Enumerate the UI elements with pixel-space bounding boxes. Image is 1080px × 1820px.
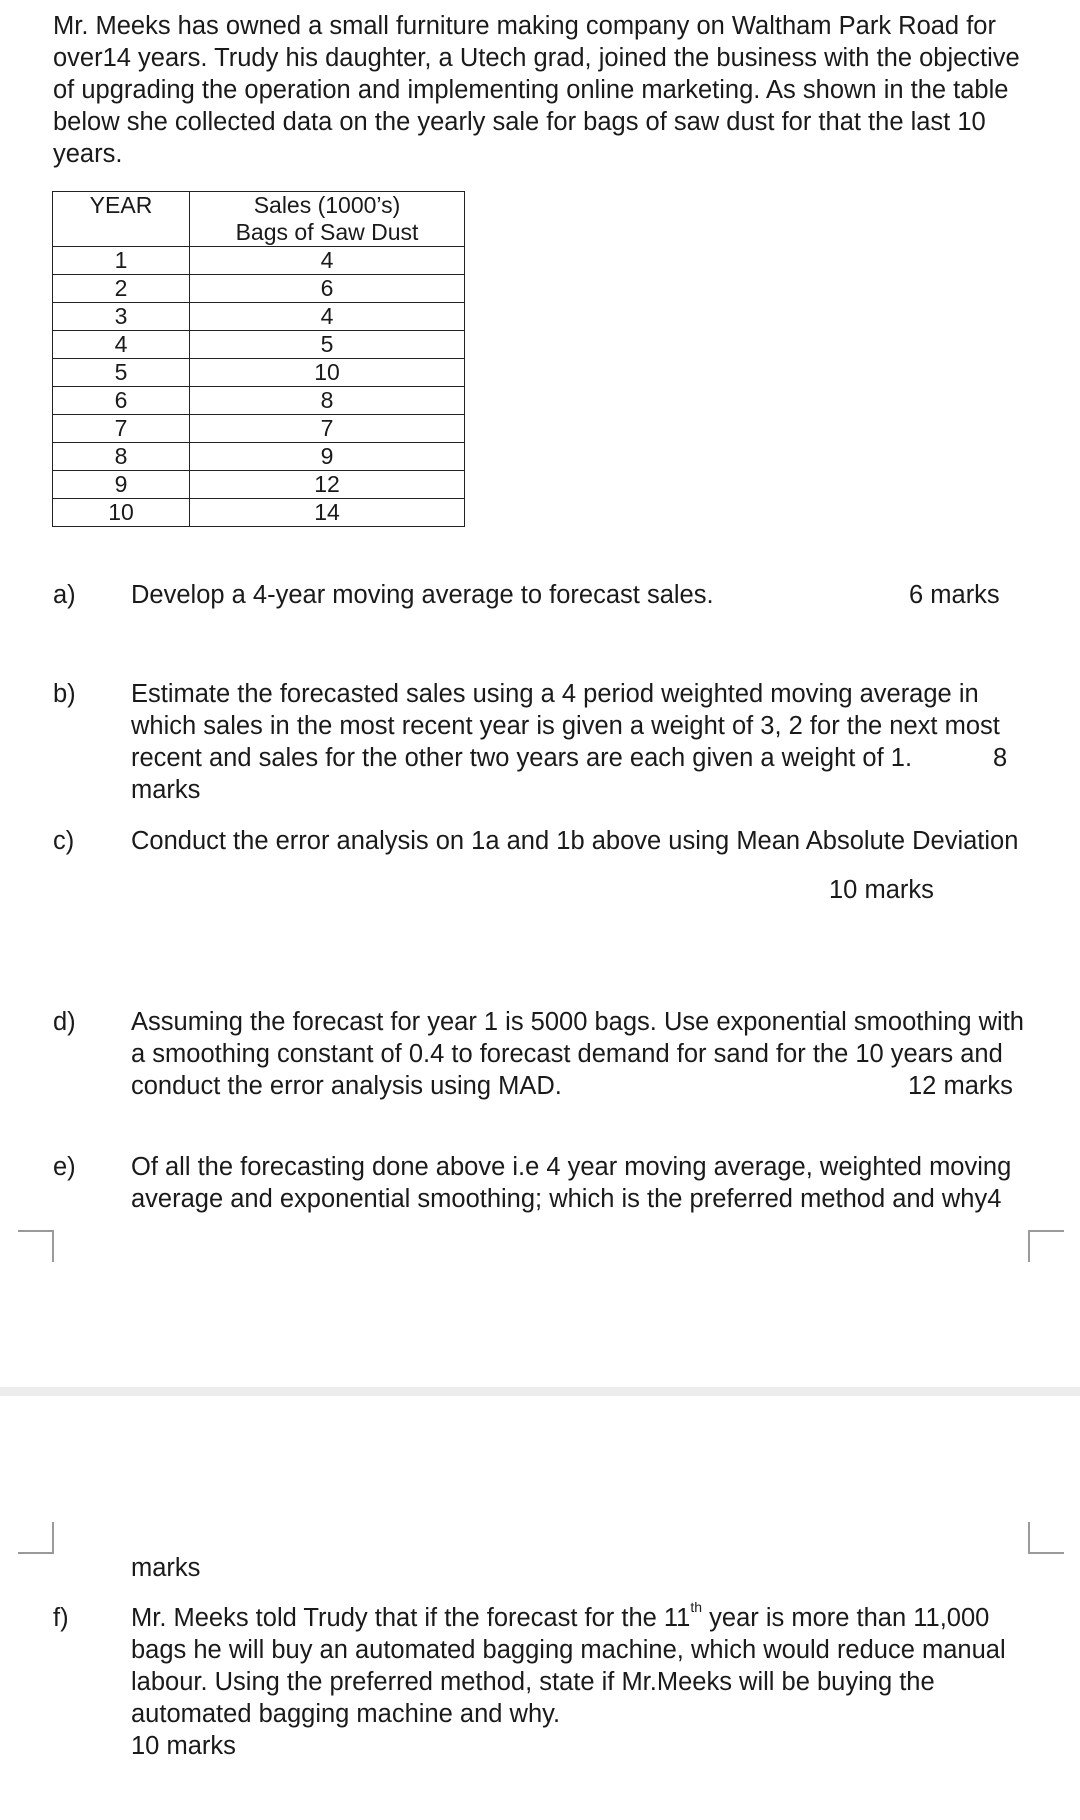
year-cell: 2: [53, 275, 190, 303]
question-e-line1: Of all the forecasting done above i.e 4 year moving average, weighted moving: [131, 1153, 1012, 1181]
question-f-line1-post: year is more than 11,000: [702, 1604, 990, 1632]
question-c-text: Conduct the error analysis on 1a and 1b above using Mean Absolute Deviation: [131, 827, 1019, 855]
year-cell: 1: [53, 247, 190, 275]
sales-cell: 12: [190, 471, 465, 499]
table-header-row: [53, 192, 465, 247]
page-corner-mark-bottom-left: [18, 1522, 54, 1554]
page-corner-mark-top-right: [1028, 1230, 1064, 1262]
page-break-separator: [0, 1387, 1080, 1396]
year-cell: 8: [53, 443, 190, 471]
year-cell: 5: [53, 359, 190, 387]
question-d-marks: 12 marks: [908, 1072, 1013, 1100]
sales-cell: 4: [190, 247, 465, 275]
page-corner-mark-bottom-right: [1028, 1522, 1064, 1554]
question-b-line3: recent and sales for the other two years are each given a weight of 1.: [131, 744, 913, 772]
question-b-line2: which sales in the most recent year is given a weight of 3, 2 for the next most: [131, 712, 1000, 740]
question-f-label: f): [53, 1604, 69, 1632]
question-c-marks: 10 marks: [829, 876, 934, 904]
question-a-marks: 6 marks: [909, 581, 1000, 609]
question-d-line2: a smoothing constant of 0.4 to forecast demand for sand for the 10 years and: [131, 1040, 1003, 1068]
year-cell: 9: [53, 471, 190, 499]
sales-cell: 14: [190, 499, 465, 527]
question-a-label: a): [53, 581, 76, 609]
question-e-marks-word: marks: [131, 1554, 201, 1582]
sales-cell: 10: [190, 359, 465, 387]
table-row: [53, 499, 465, 527]
question-b-label: b): [53, 680, 76, 708]
question-f-line2: bags he will buy an automated bagging machine, which would reduce manual: [131, 1636, 1006, 1664]
question-f-line1-pre: Mr. Meeks told Trudy that if the forecast for the 11: [131, 1604, 691, 1632]
question-f-marks: 10 marks: [131, 1732, 236, 1760]
question-f-line3: labour. Using the preferred method, state if Mr.Meeks will be buying the: [131, 1668, 935, 1696]
page-corner-mark-top-left: [18, 1230, 54, 1262]
table-row: [53, 303, 465, 331]
table-row: [53, 359, 465, 387]
question-e-line2-text: average and exponential smoothing; which is the preferred method and why: [131, 1185, 988, 1213]
intro-paragraph: Mr. Meeks has owned a small furniture making company on Waltham Park Road for over14 years. Trudy his daughter, a Utech grad, joined the business with the objective of upgrading the operation and implementing online marketing. As shown in the table below she collected data on the yearly sale for bags of saw dust for that the last 10 years.: [53, 12, 1020, 168]
sales-header-line1: Sales (1000’s): [253, 192, 401, 218]
year-cell: 7: [53, 415, 190, 443]
question-f-line1: [131, 1599, 1036, 1634]
sales-cell: 4: [190, 303, 465, 331]
sales-cell: 6: [190, 275, 465, 303]
table-row: [53, 387, 465, 415]
sales-table: [52, 191, 465, 527]
sales-cell: 9: [190, 443, 465, 471]
year-column-header: YEAR: [53, 192, 190, 247]
sales-cell: 7: [190, 415, 465, 443]
question-e-line2: [131, 1183, 1036, 1215]
question-c-label: c): [53, 827, 75, 855]
sales-cell: 5: [190, 331, 465, 359]
question-e-marks-number: 4: [987, 1185, 1002, 1213]
question-d-label: d): [53, 1008, 76, 1036]
year-cell: 3: [53, 303, 190, 331]
table-row: [53, 471, 465, 499]
question-b-marks-number: 8: [993, 744, 1008, 772]
sales-column-header: [190, 192, 465, 247]
table-row: [53, 247, 465, 275]
question-b-marks-word: marks: [131, 776, 201, 804]
question-d-line3: conduct the error analysis using MAD.: [131, 1072, 562, 1100]
table-row: [53, 443, 465, 471]
year-cell: 6: [53, 387, 190, 415]
question-a-text: Develop a 4-year moving average to forecast sales.: [131, 581, 714, 609]
question-d-line1: Assuming the forecast for year 1 is 5000 bags. Use exponential smoothing with: [131, 1008, 1024, 1036]
year-cell: 4: [53, 331, 190, 359]
table-row: [53, 275, 465, 303]
question-e-label: e): [53, 1153, 76, 1181]
year-cell: 10: [53, 499, 190, 527]
question-f-superscript: th: [690, 1599, 703, 1615]
question-f-line4: automated bagging machine and why.: [131, 1700, 561, 1728]
table-row: [53, 415, 465, 443]
sales-cell: 8: [190, 387, 465, 415]
sales-header-line2: Bags of Saw Dust: [235, 218, 419, 245]
table-row: [53, 331, 465, 359]
question-b-line1: Estimate the forecasted sales using a 4 period weighted moving average in: [131, 680, 979, 708]
